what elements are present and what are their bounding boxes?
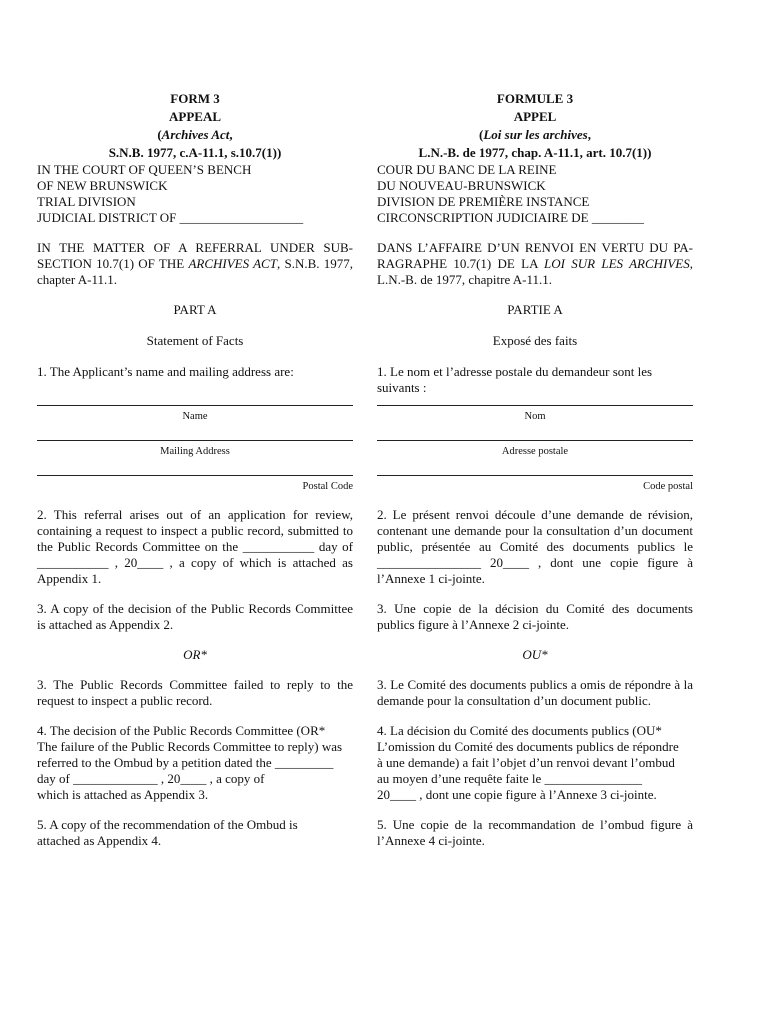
name-label: Nom <box>524 411 546 422</box>
postal-code-label: Postal Code <box>302 481 353 492</box>
matter-statement: IN THE MATTER OF A REFERRAL UNDER SUB-SECTION 10.7(1) OF THE ARCHIVES ACT, S.N.B. 1977, chapter A-11.1. <box>37 240 354 287</box>
court-line: DU NOUVEAU-BRUNSWICK <box>377 178 546 193</box>
court-line: IN THE COURT OF QUEEN’S BENCH <box>37 162 252 177</box>
item-4-line: à une demande) a fait l’objet d’un renvoi devant l’ombud <box>377 755 675 770</box>
item-4-line: 4. The decision of the Public Records Committee (OR* <box>37 723 326 738</box>
court-heading <box>377 162 693 226</box>
item-5: 5. Une copie de la recommandation de l’ombud figure à l’Annexe 4 ci-jointe. <box>377 817 693 848</box>
court-line: TRIAL DIVISION <box>37 194 136 209</box>
form-title: APPEL <box>513 109 557 124</box>
item-3b: 3. The Public Records Committee failed to reply to the request to inspect a public record. <box>37 677 353 708</box>
statute-reference: L.N.-B. de 1977, chap. A-11.1, art. 10.7(1)) <box>418 145 652 160</box>
form-number: FORMULE 3 <box>496 91 574 106</box>
mailing-address-label: Mailing Address <box>160 446 230 457</box>
name-line[interactable] <box>377 405 693 406</box>
form-number: FORM 3 <box>170 91 220 106</box>
court-line: CIRCONSCRIPTION JUDICIAIRE DE ________ <box>377 210 644 225</box>
english-column <box>37 90 353 849</box>
item-3b: 3. Le Comité des documents publics a omis de répondre à la demande pour la consultation d’un document public. <box>377 677 693 708</box>
item-4-line: 20____ , dont une copie figure à l’Annexe 3 ci-jointe. <box>377 787 657 802</box>
act-reference: (Loi sur les archives, <box>479 127 591 142</box>
item-3a: 3. A copy of the decision of the Public Records Committee is attached as Appendix 2. <box>37 601 353 632</box>
item-4-line: 4. La décision du Comité des documents publics (OU* <box>377 723 662 738</box>
item-4-line: au moyen d’une requête faite le _______________ <box>377 771 642 786</box>
item-4-line: referred to the Ombud by a petition dated the _________ <box>37 755 334 770</box>
item-1: 1. Le nom et l’adresse postale du demandeur sont les suivants : <box>377 364 653 395</box>
court-line: OF NEW BRUNSWICK <box>37 178 168 193</box>
item-4 <box>37 723 353 803</box>
part-heading: PART A <box>173 302 217 317</box>
or-separator: OR* <box>183 647 207 662</box>
item-4-line: which is attached as Appendix 3. <box>37 787 209 802</box>
name-line[interactable] <box>37 405 353 406</box>
item-1: 1. The Applicant’s name and mailing address are: <box>37 364 294 379</box>
form-title: APPEAL <box>169 109 221 124</box>
postal-code-line[interactable] <box>37 475 353 476</box>
item-4 <box>377 723 693 803</box>
item-5: 5. A copy of the recommendation of the Ombud is attached as Appendix 4. <box>37 817 298 848</box>
item-3a: 3. Une copie de la décision du Comité des documents publics figure à l’Annexe 2 ci-jointe. <box>377 601 693 632</box>
postal-code-line[interactable] <box>377 475 693 476</box>
mailing-address-label: Adresse postale <box>501 446 569 457</box>
court-heading <box>37 162 353 226</box>
or-separator: OU* <box>522 647 548 662</box>
name-label: Name <box>182 411 208 422</box>
postal-code-label: Code postal <box>643 481 693 492</box>
act-reference: (Archives Act, <box>157 127 233 142</box>
court-line: DIVISION DE PREMIÈRE INSTANCE <box>377 194 590 209</box>
french-column <box>377 90 693 849</box>
mailing-address-line[interactable] <box>377 440 693 441</box>
statute-reference: S.N.B. 1977, c.A-11.1, s.10.7(1)) <box>108 145 282 160</box>
matter-statement: DANS L’AFFAIRE D’UN RENVOI EN VERTU DU PA-RAGRAPHE 10.7(1) DE LA LOI SUR LES ARCHIVES, L.N.-B. de 1977, chapitre A-11.1. <box>377 240 693 287</box>
section-heading: Exposé des faits <box>492 333 578 348</box>
item-4-line: The failure of the Public Records Committee to reply) was <box>37 739 343 754</box>
part-heading: PARTIE A <box>507 302 563 317</box>
court-line: JUDICIAL DISTRICT OF ___________________ <box>37 210 304 225</box>
item-4-line: L’omission du Comité des documents publics de répondre <box>377 739 679 754</box>
item-2: 2. This referral arises out of an application for review, containing a request to inspect a public record, submitted to the Public Records Committee on the ___________ day of ___________ , 20____ , a copy of which is attached as Appendix 1. <box>37 507 353 586</box>
section-heading: Statement of Facts <box>146 333 244 348</box>
item-4-line: day of _____________ , 20____ , a copy of <box>37 771 265 786</box>
court-line: COUR DU BANC DE LA REINE <box>377 162 557 177</box>
mailing-address-line[interactable] <box>37 440 353 441</box>
item-2: 2. Le présent renvoi découle d’une demande de révision, contenant une demande pour la consultation d’un document public, présentée au Comité des documents publics le ________________ 20____ , dont une copie figure à l’Annexe 1 ci-jointe. <box>377 507 693 586</box>
